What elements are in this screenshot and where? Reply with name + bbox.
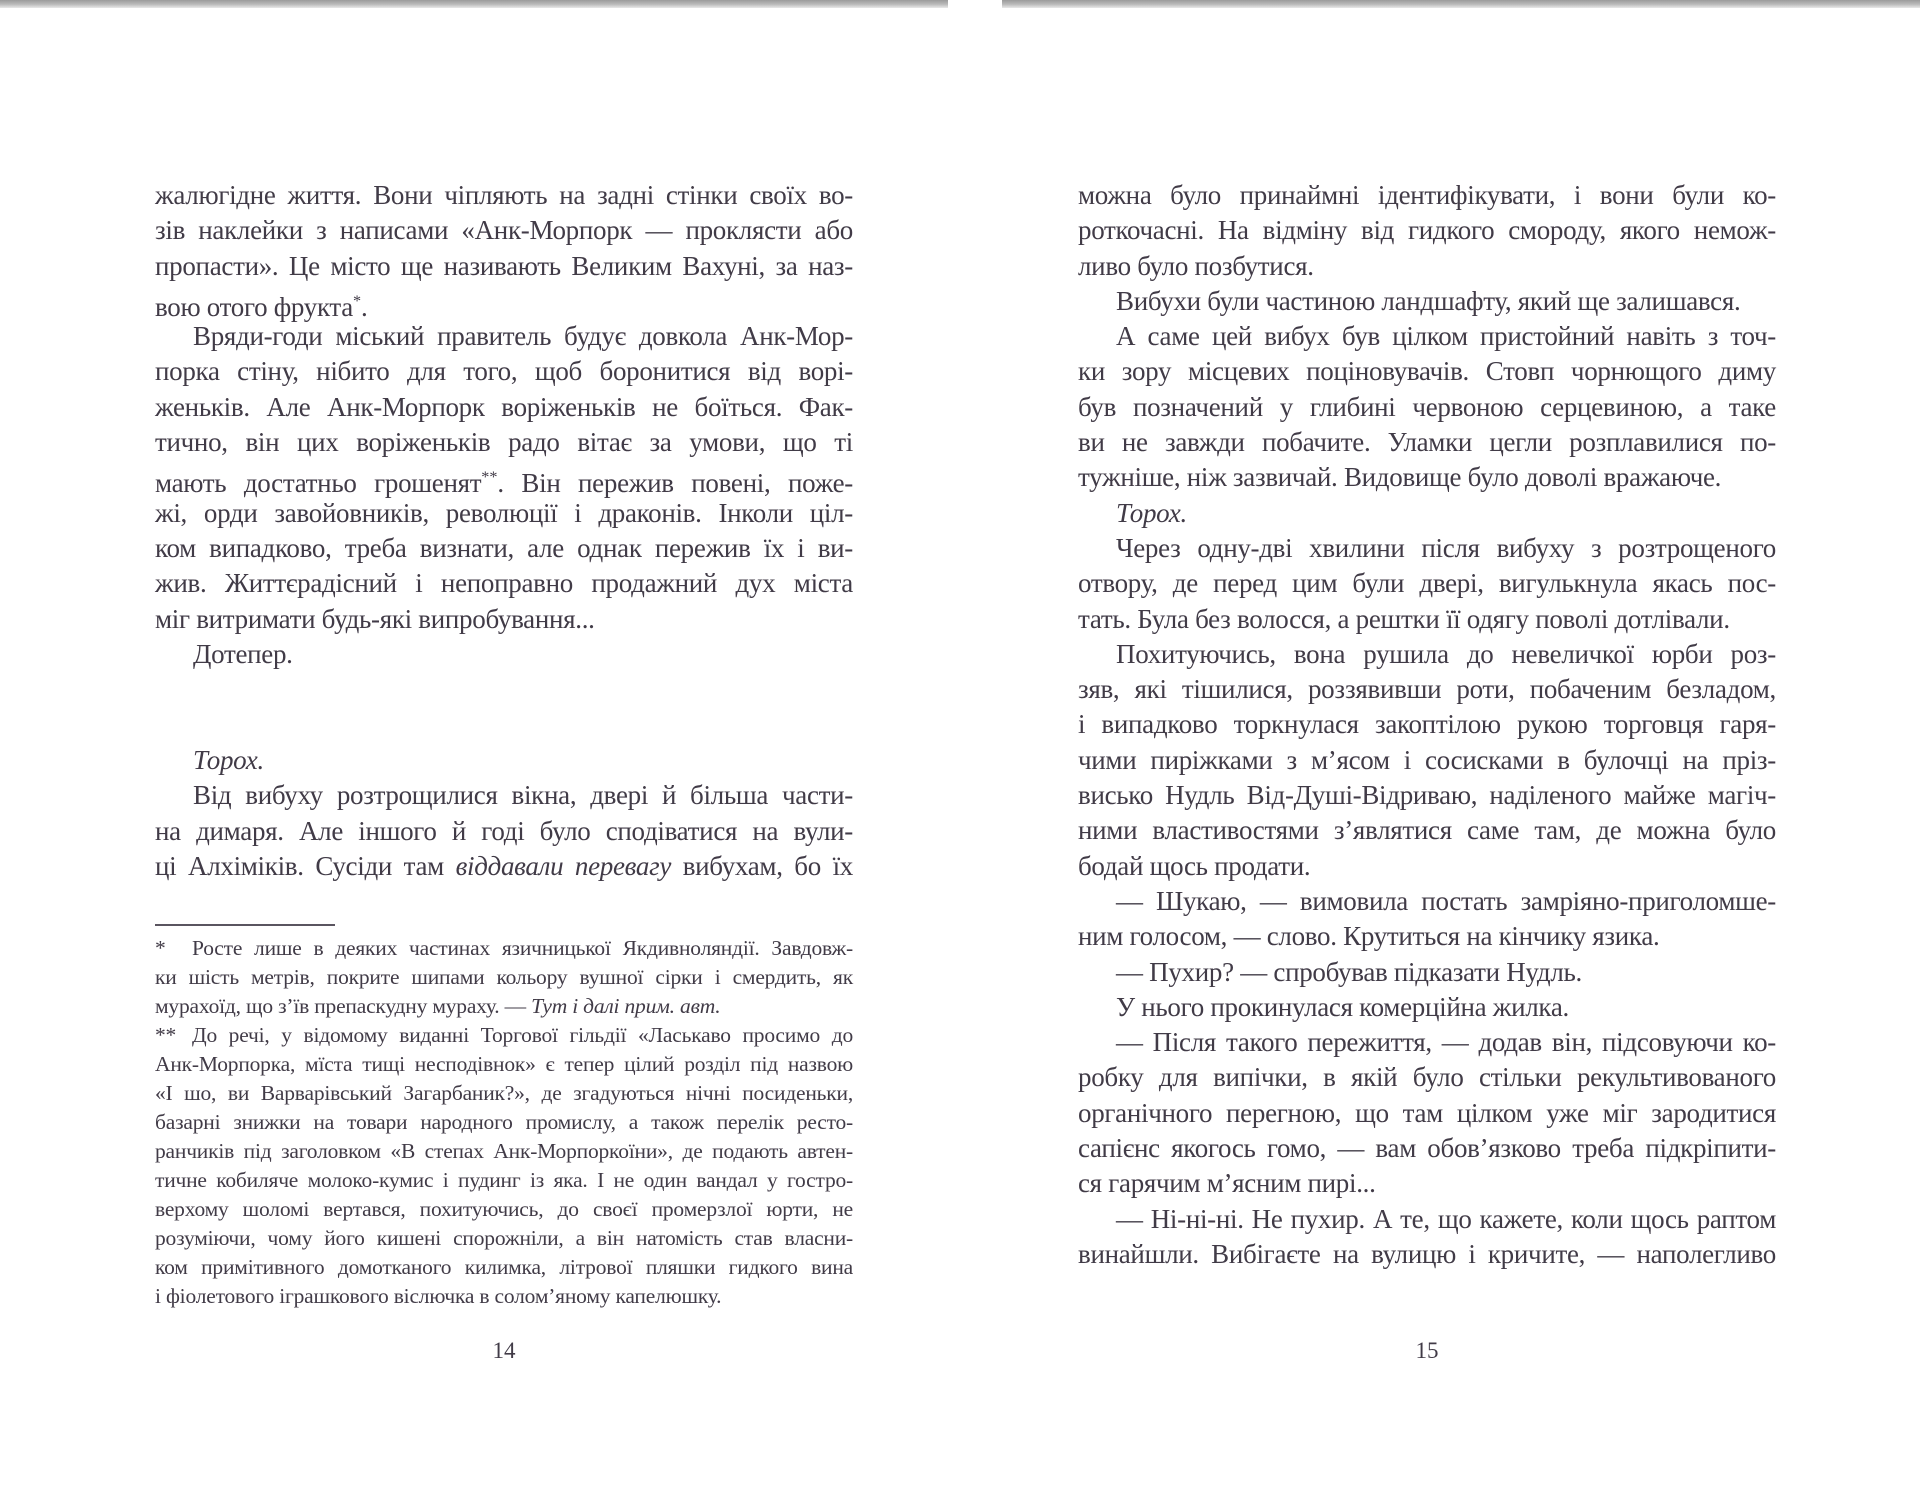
text-line: У нього прокинулася комерційна жилка. xyxy=(1116,991,1569,1022)
text-line: порка стіну, нібито для того, щоб боронитися від ворі- xyxy=(155,356,853,387)
left-page-body-text xyxy=(155,178,853,884)
text-line: ви не завжди побачите. Уламки цегли розплавилися по- xyxy=(1078,427,1776,458)
emphasized-text: Торох. xyxy=(1116,497,1187,528)
text-line: Вряди-годи міський правитель будує довкола Анк-Мор- xyxy=(193,321,853,352)
text-line: ранчиків під заголовком «В степах Анк-Морпоркоїни», де подають автен- xyxy=(155,1139,853,1163)
text-line: Вибухи були частиною ландшафту, який ще залишався. xyxy=(1116,285,1741,316)
text-line: робку для випічки, в якій було стільки рекультивованого xyxy=(1078,1062,1776,1093)
text-line: «І шо, ви Варварівський Загарбаник?», де згадуються нічні посиденьки, xyxy=(155,1081,853,1105)
text-line: жив. Життєрадісний і непоправно продажний дух міста xyxy=(155,568,853,599)
text-line: Похитуючись, вона рушила до невеличкої юрби роз- xyxy=(1116,638,1776,669)
text-line: * Росте лише в деяких частинах язичницької Якдивноляндії. Завдовж- xyxy=(155,934,853,963)
text-line: розуміючи, чому його кишені спорожніли, а він натомість став власни- xyxy=(155,1226,853,1250)
text-line: сапієнс якогось гомо, — вам обов’язково треба підкріпити- xyxy=(1078,1133,1776,1164)
text-line: ними властивостями з’являтися саме там, де можна було xyxy=(1078,815,1776,846)
text-line: — Шукаю, — вимовила постать замріяно-приголомше- xyxy=(1116,885,1776,916)
text-line: мурахоїд, що з’їв препаскудну мураху. — Тут і далі прим. авт. xyxy=(155,994,721,1018)
text-line: ці Алхіміків. Сусіди там віддавали перевагу вибухам, бо їх xyxy=(155,851,853,882)
text-line: органічного перегною, що там цілком уже міг зародитися xyxy=(1078,1097,1776,1128)
text-line: роткочасні. На відміну від гидкого смороду, якого немож- xyxy=(1078,215,1776,246)
emphasized-text: Торох. xyxy=(193,745,264,776)
text-line: — Після такого пережиття, — додав він, підсовуючи ко- xyxy=(1116,1027,1776,1058)
page-top-edge-left xyxy=(0,0,948,8)
page-number-right: 15 xyxy=(1415,1338,1439,1363)
text-line: висько Нудль Від-Душі-Відриваю, наділеного майже магіч- xyxy=(1078,780,1776,811)
text-line: Анк-Морпорка, мїста тищі несподівнок» є тепер цілий розділ під назвою xyxy=(155,1052,853,1076)
text-line: пропасти». Це місто ще називають Великим Вахуні, за наз- xyxy=(155,250,853,281)
text-line: женьків. Але Анк-Морпорк воріженьків не боїться. Фак- xyxy=(155,391,853,422)
text-line: тично, він цих воріженьків радо вітає за умови, що ті xyxy=(155,427,853,458)
text-line: на димаря. Але іншого й годі було сподіватися на вули- xyxy=(155,815,853,846)
text-line: ** До речі, у відомому виданні Торгової гільдії «Ласькаво просимо до xyxy=(155,1021,853,1050)
text-line: тичне кобиляче молоко-кумис і пудинг із яка. І не один вандал у гостро- xyxy=(155,1168,853,1192)
text-line: — Пухир? — спробував підказати Нудль. xyxy=(1116,956,1583,987)
text-line: можна було принаймні ідентифікувати, і вони були ко- xyxy=(1078,180,1776,210)
footnote-marker: ** xyxy=(155,1023,177,1047)
text-line: тать. Була без волосся, а рештки її одягу поволі дотлівали. xyxy=(1078,603,1730,634)
emphasized-text: віддавали перевагу xyxy=(455,851,672,882)
footnote-separator xyxy=(155,924,335,926)
text-line xyxy=(155,743,853,778)
text-line: був позначений у глибині червоною серцевиною, а таке xyxy=(1078,391,1776,422)
text-line: верхому шоломі вертався, похитуючись, до своєї промерзлої юрти, не xyxy=(155,1197,853,1221)
text-line: ним голосом, — слово. Крутиться на кінчику язика. xyxy=(1078,921,1660,952)
text-line: зяв, які тішилися, роззявивши роти, побаченим безладом, xyxy=(1078,674,1776,705)
text-line: мають достатньо грошенят**. Він пережив повені, поже- xyxy=(155,468,853,499)
text-line: зів наклейки з написами «Анк-Морпорк — проклясти або xyxy=(155,215,853,246)
text-line: ки шість метрів, покрите шипами кольору вушної сірки і смердить, як xyxy=(155,965,853,989)
text-line: ся гарячим м’ясним пирі... xyxy=(1078,1168,1376,1199)
text-line: Дотепер. xyxy=(193,638,293,669)
text-line: і фіолетового іграшкового віслючка в солом’яному капелюшку. xyxy=(155,1284,722,1308)
text-line: бодай щось продати. xyxy=(1078,850,1311,881)
text-line: міг витримати будь-які випробування... xyxy=(155,603,595,634)
page-top-edge-right xyxy=(1002,0,1920,8)
text-line: А саме цей вибух був цілком пристойний навіть з точ- xyxy=(1116,321,1776,352)
text-line: Від вибуху розтрощилися вікна, двері й більша части- xyxy=(193,780,853,811)
footnote-reference-mark: ** xyxy=(481,468,498,487)
text-line: ки зору місцевих поціновувачів. Стовп чорнющого диму xyxy=(1078,356,1776,387)
text-line xyxy=(1078,496,1776,531)
text-line: отвору, де перед цим були двері, вигулькнула якась пос- xyxy=(1078,568,1776,599)
text-line: ливо було позбутися. xyxy=(1078,250,1314,281)
text-line: жі, орди завойовників, революції і драконів. Інколи ціл- xyxy=(155,497,853,528)
text-line: Через одну-дві хвилини після вибуху з розтрощеного xyxy=(1116,532,1776,563)
right-page-body-text xyxy=(1078,178,1776,1272)
text-line: винайшли. Вибігаєте на вулицю і кричите, — наполегливо xyxy=(1078,1238,1776,1269)
text-line: ком випадково, треба визнати, але однак пережив їх і ви- xyxy=(155,532,853,563)
footnote-reference-mark: * xyxy=(352,291,362,310)
footnote-marker: * xyxy=(155,936,166,960)
text-line: чими пиріжками з м’ясом і сосисками в булочці на пріз- xyxy=(1078,744,1776,775)
text-line: і випадково торкнулася закоптілою рукою торговця гаря- xyxy=(1078,709,1776,740)
left-page-footnotes xyxy=(155,934,853,1311)
text-line: вою отого фрукта*. xyxy=(155,291,368,322)
text-line: ком примітивного домотканого килимка, літрової пляшки гидкого вина xyxy=(155,1255,853,1279)
text-line: тужніше, ніж зазвичай. Видовище було доволі вражаюче. xyxy=(1078,462,1722,493)
text-line: — Ні-ні-ні. Не пухир. А те, що кажете, коли щось раптом xyxy=(1116,1203,1776,1234)
emphasized-text: Тут і далі прим. авт. xyxy=(531,994,721,1018)
text-line: базарні знижки на товари народного промислу, а також перелік ресто- xyxy=(155,1110,853,1134)
text-line: жалюгідне життя. Вони чіпляють на задні стінки своїх во- xyxy=(155,180,853,210)
page-number-left: 14 xyxy=(492,1338,516,1363)
